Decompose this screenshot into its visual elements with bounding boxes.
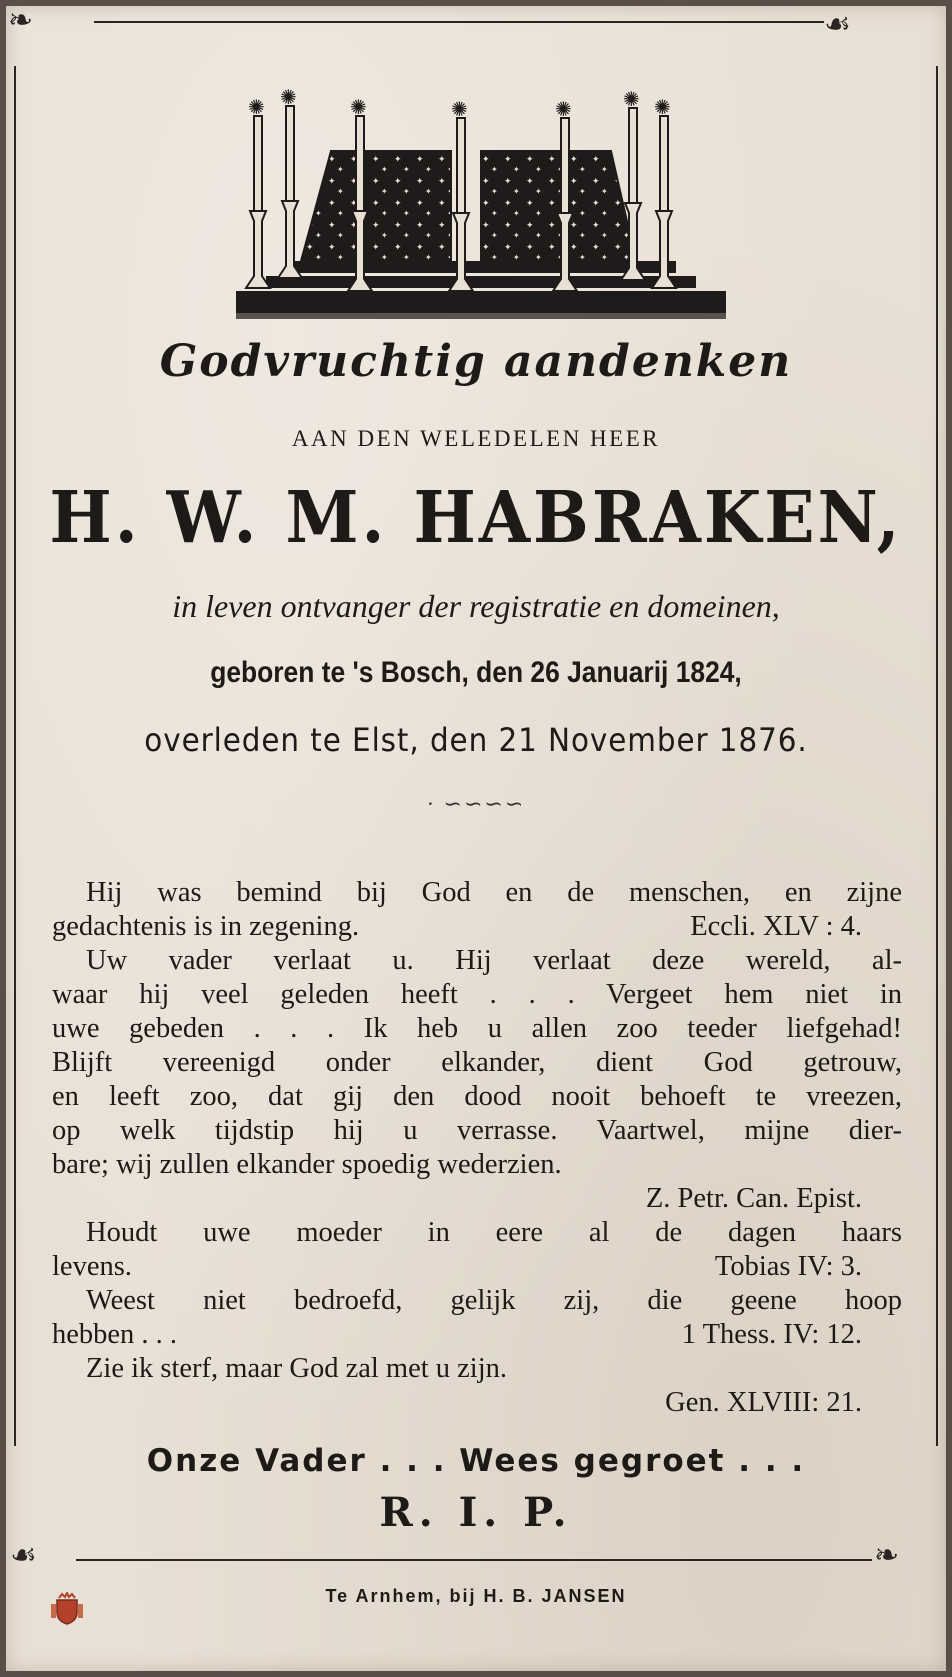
- occupation-line: in leven ontvanger der registratie en domeinen,: [172, 588, 780, 624]
- svg-text:✺: ✺: [654, 95, 671, 119]
- left-border: [14, 66, 16, 1446]
- svg-text:✺: ✺: [350, 95, 367, 119]
- verse-line: op welk tijdstip hij u verrasse. Vaartwel, mijne dier-: [52, 1115, 902, 1146]
- dedication-line: AAN DEN WELEDELEN HEER: [291, 426, 661, 451]
- verse-line: uwe gebeden . . . Ik heb u allen zoo teeder liefgehad!: [52, 1013, 902, 1044]
- verse-reference: 1 Thess. IV: 12.: [681, 1319, 862, 1350]
- ornamental-divider: · ∽∽∽∽: [426, 791, 526, 816]
- printer-imprint: Te Arnhem, bij H. B. JANSEN: [325, 1586, 627, 1606]
- birth-line: geboren te 's Bosch, den 26 Januarij 1824,: [210, 656, 742, 689]
- verse-text: gedachtenis is in zegening.: [52, 911, 360, 942]
- verse-line-with-reference: [52, 1250, 902, 1284]
- altar-with-candles-illustration: [236, 86, 726, 321]
- verse-line: en leeft zoo, dat gij den dood nooit behoeft te vreezen,: [52, 1081, 902, 1112]
- verse-reference: Gen. XLVIII: 21.: [665, 1387, 862, 1418]
- deceased-name: H. W. M. HABRAKEN,: [49, 474, 903, 560]
- svg-text:✺: ✺: [623, 87, 640, 111]
- card-title: Godvruchtig aandenken: [159, 336, 793, 387]
- prayer-line: Onze Vader . . . Wees gegroet . . .: [146, 1443, 806, 1479]
- svg-text:✺: ✺: [248, 95, 265, 119]
- verse-line: Weest niet bedroefd, gelijk zij, die geene hoop: [86, 1285, 902, 1316]
- verse-text: hebben . . .: [52, 1319, 178, 1350]
- flourish-top-right-icon: ☙: [824, 7, 851, 42]
- rip-line: R. I. P.: [379, 1489, 573, 1536]
- verse-line-with-reference: [52, 910, 902, 944]
- svg-text:✺: ✺: [555, 97, 572, 121]
- memorial-card: [6, 6, 946, 1671]
- verse-line: Uw vader verlaat u. Hij verlaat deze wereld, al-: [86, 945, 902, 976]
- top-rule: [94, 21, 824, 23]
- verse-line: Blijft vereenigd onder elkander, dient God getrouw,: [52, 1047, 902, 1078]
- death-line: overleden te Elst, den 21 November 1876.: [144, 721, 808, 759]
- svg-text:✺: ✺: [280, 86, 297, 109]
- svg-text:✺: ✺: [451, 97, 468, 121]
- red-heraldic-crest-icon: [50, 1592, 84, 1626]
- verse-line: bare; wij zullen elkander spoedig wederzien.: [52, 1149, 562, 1180]
- flourish-top-left-icon: ❧: [8, 6, 34, 38]
- right-border: [936, 66, 938, 1446]
- verse-reference: Tobias IV: 3.: [714, 1251, 862, 1282]
- verses-block: [52, 876, 902, 1420]
- verse-line-with-reference: [52, 1318, 902, 1352]
- verse-line: waar hij veel geleden heeft . . . Vergeet hem niet in: [52, 979, 902, 1010]
- verse-line: Houdt uwe moeder in eere al de dagen haars: [86, 1217, 902, 1248]
- verse-reference: Z. Petr. Can. Epist.: [645, 1183, 862, 1214]
- verse-line: Hij was bemind bij God en de menschen, en zijne: [86, 877, 902, 908]
- bottom-rule: [76, 1559, 872, 1561]
- verse-reference: Eccli. XLV : 4.: [690, 911, 862, 942]
- verse-text: levens.: [52, 1251, 132, 1282]
- verse-line: Zie ik sterf, maar God zal met u zijn.: [86, 1353, 508, 1384]
- flourish-bottom-left-icon: ☙: [10, 1538, 37, 1573]
- flourish-bottom-right-icon: ❧: [874, 1538, 900, 1573]
